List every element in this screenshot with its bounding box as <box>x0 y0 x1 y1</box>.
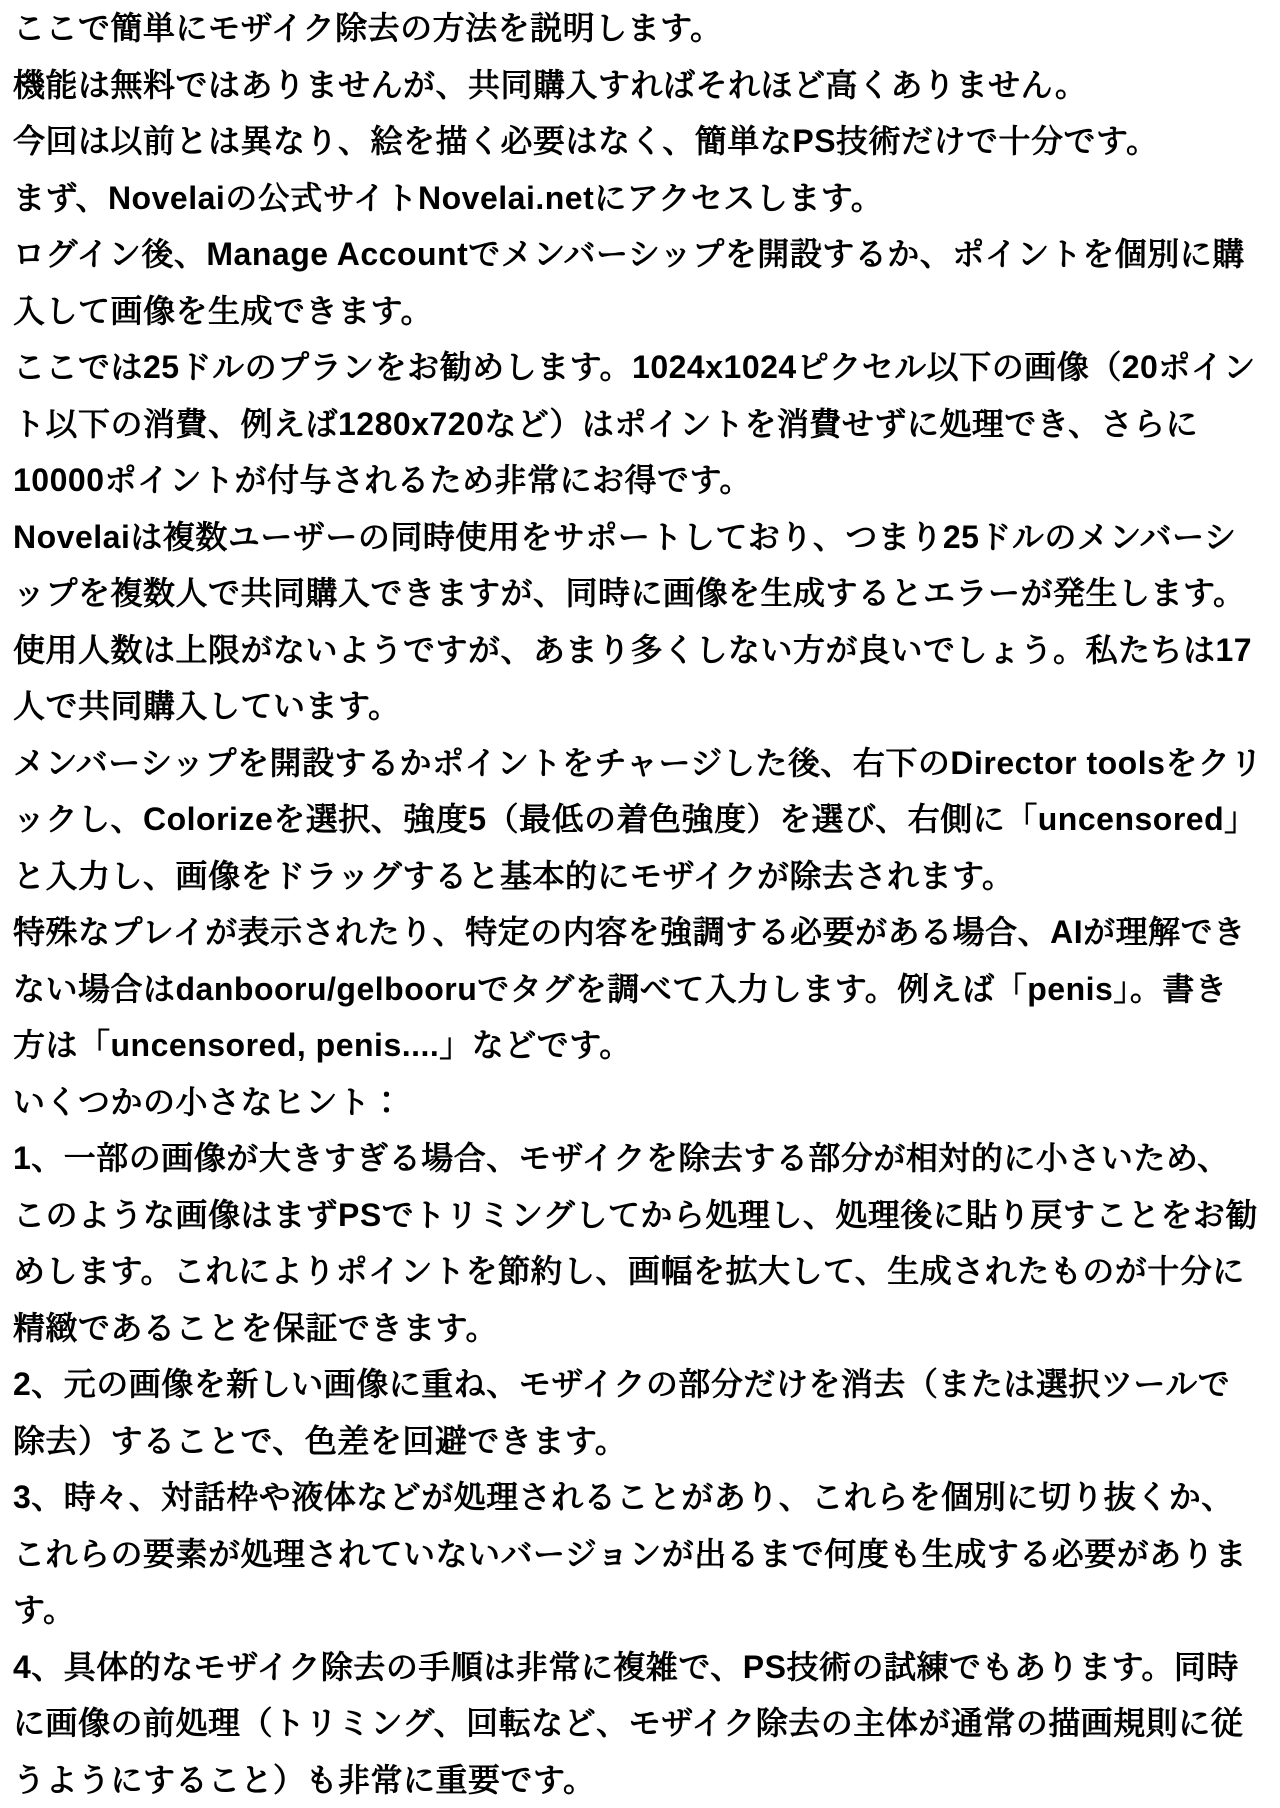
text-line: と入力し、画像をドラッグすると基本的にモザイクが除去されます。 <box>13 857 1015 894</box>
text-line: いくつかの小さなヒント： <box>13 1083 404 1120</box>
text-line: 機能は無料ではありませんが、共同購入すればそれほど高くありません。 <box>13 66 1088 103</box>
text-line: 精緻であることを保証できます。 <box>13 1309 498 1346</box>
text-line: す。 <box>13 1592 76 1628</box>
text-line: ックし、Colorizeを選択、強度5（最低の着色強度）を選び、右側に「uncensored」 <box>13 801 1257 837</box>
text-line: ップを複数人で共同購入できますが、同時に画像を生成するとエラーが発生します。 <box>13 575 1246 611</box>
text-line: Novelaiは複数ユーザーの同時使用をサポートしており、つまり25ドルのメンバーシ <box>13 518 1237 555</box>
text-line: メンバーシップを開設するかポイントをチャージした後、右下のDirector toolsをクリ <box>13 744 1263 781</box>
text-line: まず、Novelaiの公式サイトNovelai.netにアクセスします。 <box>13 179 884 216</box>
text-line: 方は「uncensored, penis....」などです。 <box>13 1027 632 1063</box>
text-line: 人で共同購入しています。 <box>13 688 401 724</box>
text-line: 1、一部の画像が大きすぎる場合、モザイクを除去する部分が相対的に小さいため、 <box>13 1140 1230 1176</box>
text-line: このような画像はまずPSでトリミングしてから処理し、処理後に貼り戻すことをお勧 <box>13 1196 1258 1233</box>
text-line: 10000ポイントが付与されるため非常にお得です。 <box>13 462 752 498</box>
text-line: 2、元の画像を新しい画像に重ね、モザイクの部分だけを消去（または選択ツールで <box>13 1366 1231 1402</box>
text-line: 今回は以前とは異なり、絵を描く必要はなく、簡単なPS技術だけで十分です。 <box>13 123 1159 159</box>
text-line: めします。これによりポイントを節約し、画幅を拡大して、生成されたものが十分に <box>13 1253 1245 1289</box>
text-line: ログイン後、Manage Accountでメンバーシップを開設するか、ポイントを個別に購 <box>13 236 1245 272</box>
text-line: 4、具体的なモザイク除去の手順は非常に複雑で、PS技術の試練でもあります。同時 <box>13 1648 1239 1685</box>
text-line: 3、時々、対話枠や液体などが処理されることがあり、これらを個別に切り抜くか、 <box>13 1479 1234 1515</box>
text-line: 入して画像を生成できます。 <box>13 292 433 329</box>
text-line: に画像の前処理（トリミング、回転など、モザイク除去の主体が通常の描画規則に従 <box>13 1705 1244 1741</box>
text-line: うようにすること）も非常に重要です。 <box>13 1761 596 1798</box>
text-line: 除去）することで、色差を回避できます。 <box>13 1422 628 1459</box>
text-line: ここでは25ドルのプランをお勧めします。1024x1024ピクセル以下の画像（20ポイン <box>13 349 1256 385</box>
text-line: 特殊なプレイが表示されたり、特定の内容を強調する必要がある場合、AIが理解でき <box>13 914 1246 950</box>
text-line: これらの要素が処理されていないバージョンが出るまで何度も生成する必要がありま <box>13 1535 1247 1572</box>
text-line: 使用人数は上限がないようですが、あまり多くしない方が良いでしょう。私たちは17 <box>13 631 1253 668</box>
text-line: ここで簡単にモザイク除去の方法を説明します。 <box>13 10 723 46</box>
text-line: ない場合はdanbooru/gelbooruでタグを調べて入力します。例えば「penis」。書き <box>13 970 1228 1007</box>
text-line: ト以下の消費、例えば1280x720など）はポイントを消費せずに処理でき、さらに <box>13 405 1199 442</box>
